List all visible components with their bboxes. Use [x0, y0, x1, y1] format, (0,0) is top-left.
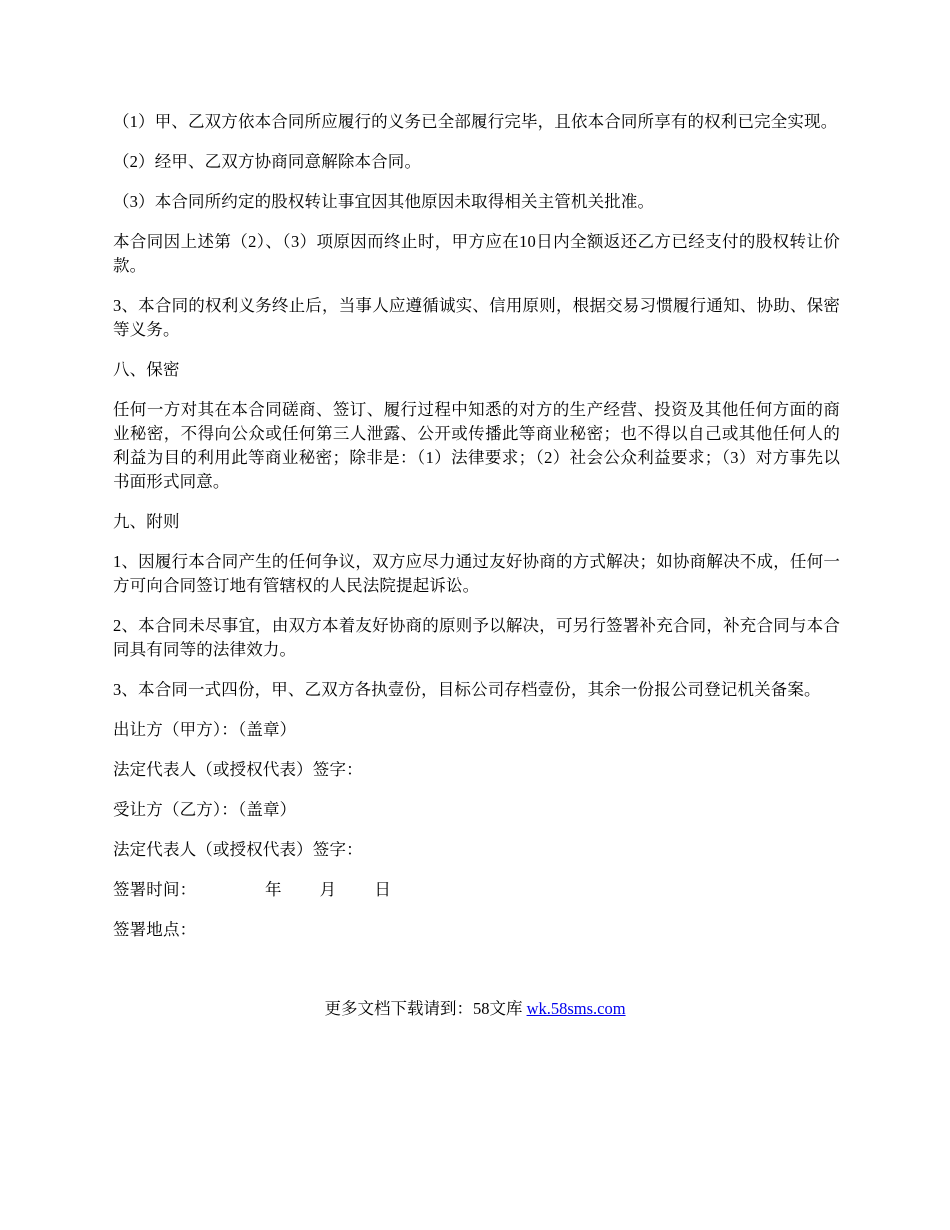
transferor-representative-line: 法定代表人（或授权代表）签字： — [113, 760, 363, 779]
signing-month: 月 — [319, 880, 337, 899]
section-heading-confidentiality: 八、保密 — [113, 360, 180, 379]
transferee-signature-line: 受让方（乙方）：（盖章） — [113, 800, 297, 819]
document-body — [113, 110, 840, 958]
clause-post-termination: 3、本合同的权利义务终止后，当事人应遵循诚实、信用原则，根据交易习惯履行通知、协助、保密等义务。 — [113, 296, 840, 339]
transferee-representative-line: 法定代表人（或授权代表）签字： — [113, 840, 363, 859]
signing-year: 年 — [265, 880, 282, 899]
clause-termination-2: （2）经甲、乙双方协商同意解除本合同。 — [113, 152, 422, 171]
clause-termination-3: （3）本合同所约定的股权转让事宜因其他原因未取得相关主管机关批准。 — [113, 192, 655, 211]
signing-place-line: 签署地点： — [113, 920, 197, 939]
transferor-signature-line: 出让方（甲方）：（盖章） — [113, 720, 297, 739]
signing-time-line — [113, 878, 840, 902]
clause-copies: 3、本合同一式四份，甲、乙双方各执壹份，目标公司存档壹份，其余一份报公司登记机关备案。 — [113, 680, 821, 699]
clause-confidentiality: 任何一方对其在本合同磋商、签订、履行过程中知悉的对方的生产经营、投资及其他任何方面的商业秘密，不得向公众或任何第三人泄露、公开或传播此等商业秘密；也不得以自己或其他任何人的利益为目的利用此等商业秘密；除非是：（1）法律要求；（2）社会公众利益要求；（3）对方事先以书面形式同意。 — [113, 400, 840, 491]
footer-prefix: 更多文档下载请到：58文库 — [324, 999, 527, 1018]
clause-termination-1: （1）甲、乙双方依本合同所应履行的义务已全部履行完毕，且依本合同所享有的权利已完全实现。 — [113, 112, 838, 131]
download-footer — [0, 997, 950, 1021]
footer-link[interactable]: wk.58sms.com — [526, 999, 626, 1018]
clause-supplement: 2、本合同未尽事宜，由双方本着友好协商的原则予以解决，可另行签署补充合同，补充合同与本合同具有同等的法律效力。 — [113, 616, 840, 659]
signing-day: 日 — [374, 880, 391, 899]
section-heading-appendix: 九、附则 — [113, 512, 180, 531]
clause-refund: 本合同因上述第（2）、（3）项原因而终止时，甲方应在10日内全额返还乙方已经支付的股权转让价款。 — [113, 232, 840, 275]
signing-time-label: 签署时间： — [113, 880, 197, 899]
clause-dispute: 1、因履行本合同产生的任何争议，双方应尽力通过友好协商的方式解决；如协商解决不成，任何一方可向合同签订地有管辖权的人民法院提起诉讼。 — [113, 552, 840, 595]
